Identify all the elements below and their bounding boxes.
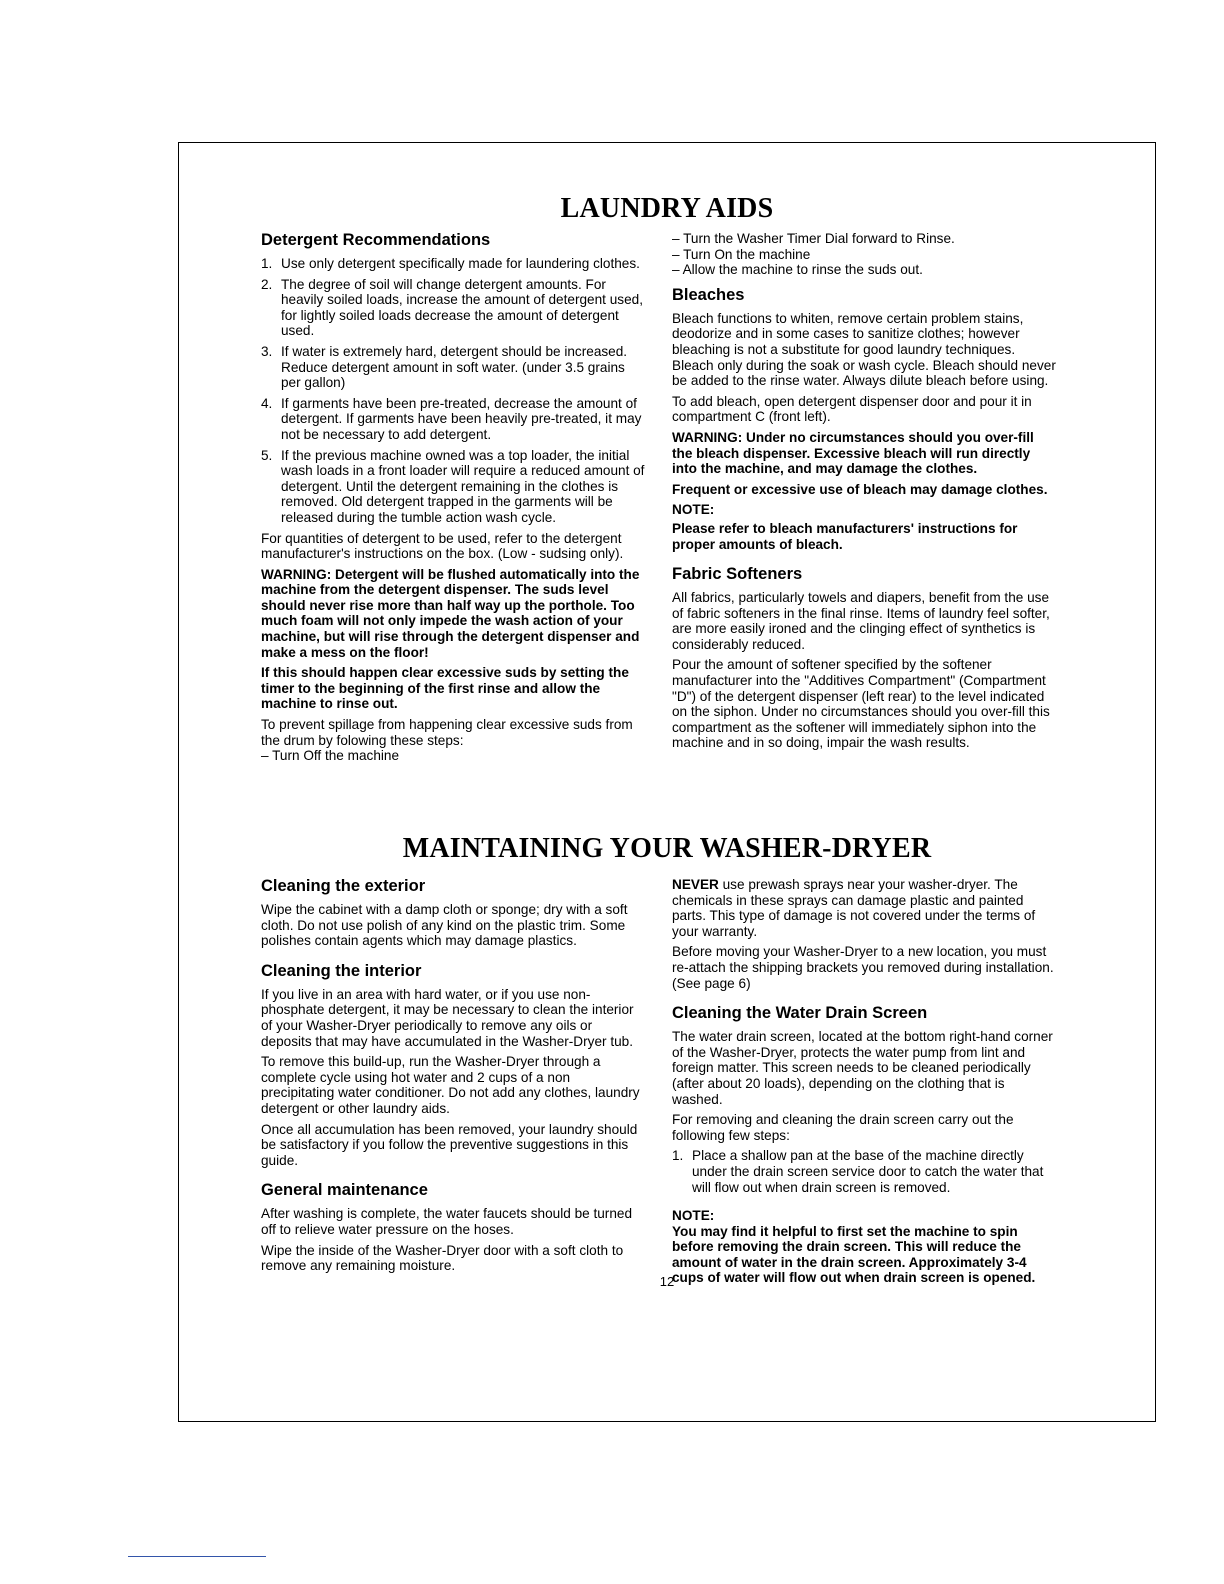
drain-paragraph-1: The water drain screen, located at the bottom right-hand corner of the Washer-Dryer, protects the water pump from lint and foreign matter. This screen needs to be cleaned periodically (after about 20 loads), depending on the clothing that is washed. [672,1029,1053,1107]
drain-paragraph-2: For removing and cleaning the drain screen carry out the following few steps: [672,1112,1014,1143]
column-detergent [261,231,646,764]
detergent-list [261,256,646,526]
drain-note-label: NOTE: [672,1208,715,1224]
bleach-frequent-warning: Frequent or excessive use of bleach may damage clothes. [672,481,1048,497]
footer-rule [128,1556,266,1557]
heading-cleaning-interior: Cleaning the interior [261,961,422,980]
suds-fix-text: If this should happen clear excessive suds by setting the timer to the beginning of the first rinse and allow the machine to rinse out. [261,665,629,712]
list-item: 4. If garments have been pre-treated, decrease the amount of detergent. If garments have been heavily pre-treated, it may not be necessary to add detergent. [261,395,642,442]
bleach-paragraph-2: To add bleach, open detergent dispenser door and pour it in compartment C (front left). [672,393,1032,425]
list-item: 1. Place a shallow pan at the base of the machine directly under the drain screen service door to catch the water that will flow out when drain screen is removed. [672,1148,1044,1195]
page-frame [178,142,1156,1422]
exterior-paragraph: Wipe the cabinet with a damp cloth or sponge; dry with a soft cloth. Do not use polish of any kind on the plastic trim. Some polishes contain agents which may damage plastics. [261,902,628,949]
step-line: – Allow the machine to rinse the suds out. [672,262,923,278]
interior-paragraph-2: To remove this build-up, run the Washer-Dryer through a complete cycle using hot water and 2 cups of a non precipitating water conditioner. Do not add any clothes, laundry detergent or other laundry aids. [261,1054,640,1116]
column-bleach-softeners [672,231,1057,756]
detergent-warning: WARNING: Detergent will be flushed automatically into the machine from the detergent dispenser. The suds level should never rise more than half way up the porthole. Too much foam will not only impede the wash action of your machine, but will rise through the detergent dispenser and make a mess on the floor! [261,566,640,660]
general-paragraph-2: Wipe the inside of the Washer-Dryer door with a soft cloth to remove any remaining moisture. [261,1242,624,1274]
column-cleaning [261,877,646,1279]
drain-note-text: You may find it helpful to first set the machine to spin before removing the drain screen. This will reduce the amount of water in the drain screen. Approximately 3-4 cups of water will flow out when drain screen is opened. [672,1223,1036,1286]
interior-paragraph-1: If you live in an area with hard water, or if you use non-phosphate detergent, it may be necessary to clean the interior of your Washer-Dryer periodically to remove any oils or deposits that may have accumulated in the Washer-Dryer tub. [261,986,634,1049]
bleach-paragraph-1: Bleach functions to whiten, remove certain problem stains, deodorize and in some cases to sanitize clothes; however bleaching is not a substitute for good laundry techniques. Bleach only during the soak or wash cycle. Bleach should never be added to the rinse water. Always dilute bleach before using. [672,310,1056,389]
heading-fabric-softeners: Fabric Softeners [672,565,803,584]
page-number: 12 [659,1274,675,1289]
column-drain [672,877,1057,1291]
section-title-maintaining: MAINTAINING YOUR WASHER-DRYER [402,833,932,864]
step-line: – Turn Off the machine [261,748,400,764]
heading-general-maintenance: General maintenance [261,1181,428,1200]
list-item: 3. If water is extremely hard, detergent should be increased. Reduce detergent amount in soft water. (under 3.5 grains per gallon) [261,343,628,391]
never-warning: NEVER use prewash sprays near your washer-dryer. The chemicals in these sprays can damage plastic and painted parts. This type of damage is not covered under the terms of your warranty. [672,877,1036,939]
step-line: – Turn On the machine [672,246,811,262]
bleach-note-label: NOTE: [672,502,715,518]
heading-drain-screen: Cleaning the Water Drain Screen [672,1004,928,1023]
softener-paragraph-2: Pour the amount of softener specified by the softener manufacturer into the "Additives Compartment" (Compartment "D") of the detergent dispenser (left rear) to the level indicated on the siphon. Under no circumstances should you over-fill this compartment as the softener will immediately siphon into the machine and in so doing, impair the wash results. [672,657,1050,751]
heading-detergent-recommendations: Detergent Recommendations [261,231,491,249]
section-title-laundry-aids: LAUNDRY AIDS [560,193,774,224]
list-item: 1. Use only detergent specifically made for laundering clothes. [261,256,640,271]
list-item: 5. If the previous machine owned was a top loader, the initial wash loads in a front loader will require a reduced amount of detergent. Until the detergent remaining in the clothes is removed. Old detergent trapped in the garments will be released during the tumble action wash cycle. [261,447,645,525]
heading-bleaches: Bleaches [672,285,745,304]
general-paragraph-1: After washing is complete, the water faucets should be turned off to relieve water pressure on the hoses. [261,1206,633,1237]
bleach-warning: WARNING: Under no circumstances should you over-fill the bleach dispenser. Excessive bleach will run directly into the machine, and may damage the clothes. [672,429,1034,477]
interior-paragraph-3: Once all accumulation has been removed, your laundry should be satisfactory if you follow the preventive suggestions in this guide. [261,1121,638,1168]
moving-paragraph: Before moving your Washer-Dryer to a new location, you must re-attach the shipping brackets you removed during installation. (See page 6) [672,944,1054,991]
list-item: 2. The degree of soil will change detergent amounts. For heavily soiled loads, increase the amount of detergent used, for lightly soiled loads decrease the amount of detergent used. [261,276,643,339]
step-line: – Turn the Washer Timer Dial forward to Rinse. [672,231,955,246]
prevent-spillage-text: To prevent spillage from happening clear excessive suds from the drum by folowing these steps: [261,717,633,748]
bleach-note-text: Please refer to bleach manufacturers' instructions for proper amounts of bleach. [672,520,1018,552]
softener-paragraph-1: All fabrics, particularly towels and diapers, benefit from the use of fabric softeners in the final rinse. Items of laundry feel softer, are more easily ironed and the clinging effect of synthetics is considerably reduced. [672,590,1050,652]
detergent-quantities-text: For quantities of detergent to be used, refer to the detergent manufacturer's instructions on the box. (Low - sudsing only). [261,530,624,562]
drain-steps-list [672,1148,1057,1195]
heading-cleaning-exterior: Cleaning the exterior [261,877,426,895]
